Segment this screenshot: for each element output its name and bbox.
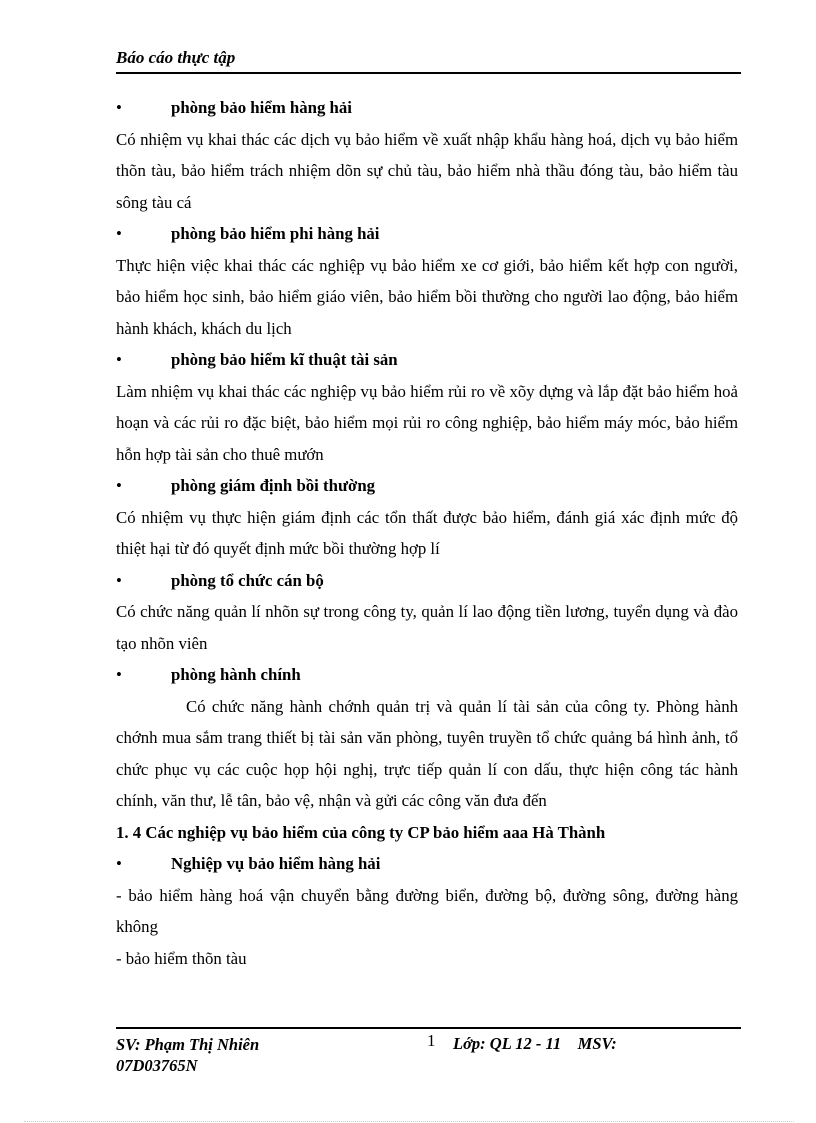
bullet-heading-text: phòng giám định bồi thường: [171, 476, 376, 495]
bullet-icon: •: [116, 570, 122, 590]
bullet-heading: [116, 344, 738, 376]
student-info: SV: Phạm Thị Nhiên 07D03765N: [116, 1035, 260, 1075]
bullet-heading-text: phòng bảo hiểm phi hàng hải: [171, 224, 380, 243]
section-heading: 1. 4 Các nghiệp vụ bảo hiểm của công ty CP bảo hiểm aaa Hà Thành: [116, 822, 606, 842]
bullet-heading-text: phòng bảo hiểm kĩ thuật tài sản: [171, 350, 398, 369]
page-header: [116, 46, 741, 74]
bullet-icon: •: [116, 224, 122, 243]
bullet-heading: [116, 848, 738, 880]
paragraph: Có nhiệm vụ khai thác các dịch vụ bảo hiểm về xuất nhập khẩu hàng hoá, dịch vụ bảo hiểm thõn tàu, bảo hiểm trách nhiệm dõn sự chủ tàu, bảo hiểm nhà thầu đóng tàu, bảo hiểm tàu sông tàu cá: [116, 129, 738, 212]
page-footer: [116, 1027, 741, 1089]
page-edge-divider: [24, 1121, 794, 1122]
document-body: [116, 92, 738, 974]
bullet-icon: •: [116, 665, 122, 684]
bullet-icon: •: [116, 854, 122, 873]
bullet-heading-text: phòng bảo hiểm hàng hải: [171, 98, 352, 117]
bullet-heading: [116, 218, 738, 250]
paragraph: Có chức năng hành chớnh quản trị và quản lí tài sản của công ty. Phòng hành chớnh mua sắm trang thiết bị tài sản văn phòng, tuyên truyền tổ chức quảng bá hình ảnh, tổ chức phục vụ các cuộc họp hội nghị, trực tiếp quản lí con dấu, thực hiện công tác hành chính, văn thư, lễ tân, bảo vệ, nhận và gửi các công văn đưa đến: [116, 696, 738, 810]
paragraph: - bảo hiểm hàng hoá vận chuyển bằng đường biển, đường bộ, đường sông, đường hàng không: [116, 885, 738, 936]
bullet-heading: [116, 565, 738, 597]
paragraph: Làm nhiệm vụ khai thác các nghiệp vụ bảo hiểm rủi ro về xõy dựng và lắp đặt bảo hiểm hoả hoạn và các rủi ro đặc biệt, bảo hiểm mọi rủi ro công nghiệp, bảo hiểm máy móc, bảo hiểm hỗn hợp tài sản cho thuê mướn: [116, 381, 738, 464]
class-info: Lớp: QL 12 - 11 MSV:: [453, 1034, 617, 1053]
paragraph: Thực hiện việc khai thác các nghiệp vụ bảo hiểm xe cơ giới, bảo hiểm kết hợp con người, bảo hiểm học sinh, bảo hiểm giáo viên, bảo hiểm bồi thường cho người lao động, bảo hiểm hành khách, khách du lịch: [116, 255, 738, 338]
bullet-heading: [116, 659, 738, 691]
bullet-heading-text: Nghiệp vụ bảo hiểm hàng hải: [171, 854, 381, 873]
bullet-heading: [116, 92, 738, 124]
bullet-heading-text: phòng tổ chức cán bộ: [171, 570, 324, 590]
bullet-icon: •: [116, 476, 122, 495]
paragraph: - bảo hiểm thõn tàu: [116, 948, 247, 968]
bullet-icon: •: [116, 98, 122, 117]
page-number: 1: [427, 1031, 436, 1050]
bullet-heading: [116, 470, 738, 502]
report-title: Báo cáo thực tập: [116, 48, 236, 67]
bullet-heading-text: phòng hành chính: [171, 665, 301, 684]
paragraph: Có nhiệm vụ thực hiện giám định các tổn thất được bảo hiểm, đánh giá xác định mức độ thiệt hại từ đó quyết định mức bồi thường hợp lí: [116, 507, 738, 558]
bullet-icon: •: [116, 350, 122, 369]
paragraph: Có chức năng quản lí nhõn sự trong công ty, quản lí lao động tiền lương, tuyển dụng và đào tạo nhõn viên: [116, 602, 738, 653]
